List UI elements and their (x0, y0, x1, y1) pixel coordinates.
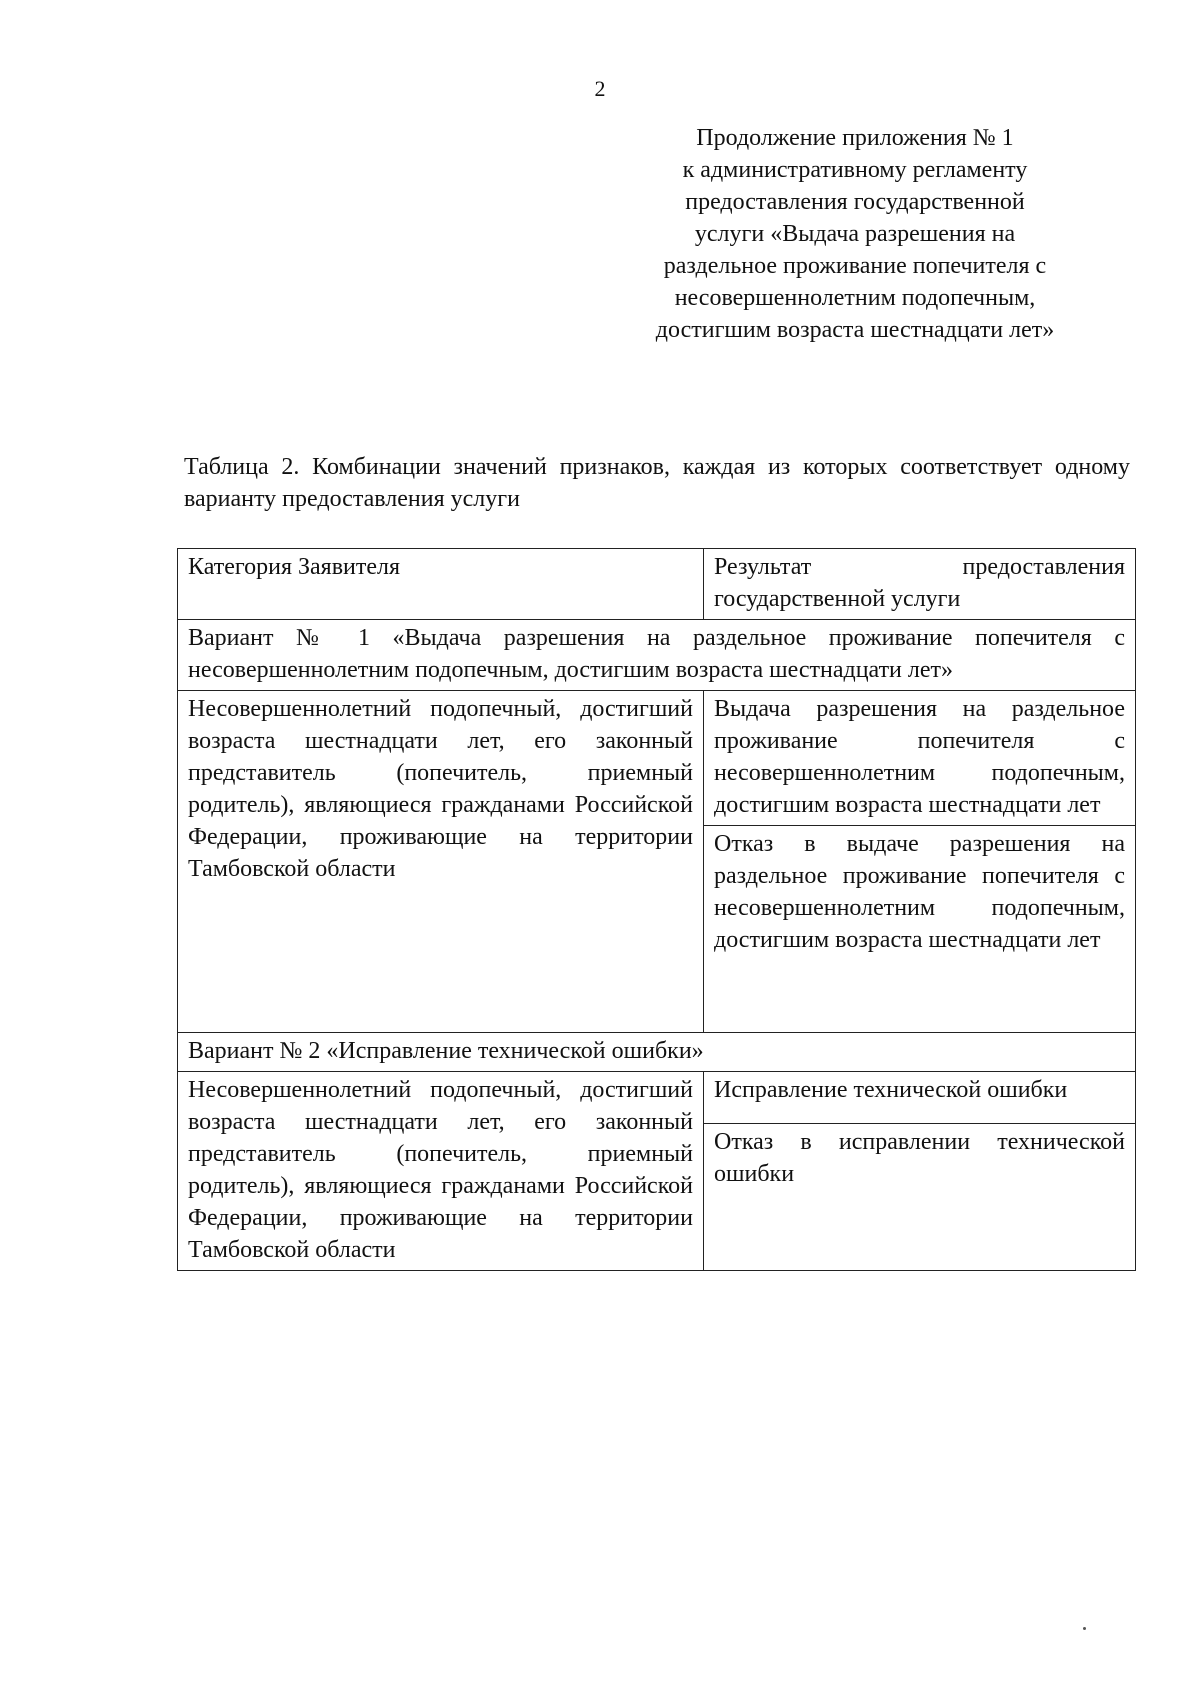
page-number: 2 (594, 76, 606, 101)
appendix-line: достигшим возраста шестнадцати лет» (655, 317, 1055, 343)
appendix-line: к административному регламенту (682, 157, 1028, 183)
variant-2-title-row (178, 1033, 1136, 1072)
variant-2-result-refuse: Отказ в исправлении технической ошибки (704, 1124, 1136, 1271)
appendix-heading (590, 122, 1120, 346)
variant-2-title: Вариант № 2 «Исправление технической ошибки» (178, 1033, 1136, 1072)
variant-1-row (178, 691, 1136, 826)
variants-table (177, 548, 1136, 1271)
appendix-line: услуги «Выдача разрешения на (694, 221, 1016, 247)
appendix-line: предоставления государственной (685, 189, 1025, 215)
table-caption: Таблица 2. Комбинации значений признаков, каждая из которых соответствует одному варианту предоставления услуги (184, 454, 1130, 512)
table-header-row (178, 549, 1136, 620)
appendix-line: раздельное проживание попечителя с (663, 253, 1047, 279)
variant-1-title: Вариант № 1 «Выдача разрешения на раздельное проживание попечителя с несовершеннолетним подопечным, достигшим возраста шестнадцати лет» (178, 620, 1136, 691)
variant-2-result-fix: Исправление технической ошибки (704, 1072, 1136, 1124)
variant-1-result-grant: Выдача разрешения на раздельное проживание попечителя с несовершеннолетним подопечным, достигшим возраста шестнадцати лет (704, 691, 1136, 826)
appendix-line: Продолжение приложения № 1 (696, 125, 1014, 151)
variant-1-result-refuse: Отказ в выдаче разрешения на раздельное проживание попечителя с несовершеннолетним подопечным, достигшим возраста шестнадцати лет (704, 826, 1136, 1033)
variant-1-title-row (178, 620, 1136, 691)
variant-2-row (178, 1072, 1136, 1124)
header-result-cell: Результат предоставления государственной услуги (704, 549, 1136, 620)
header-category-cell: Категория Заявителя (178, 549, 704, 620)
appendix-line: несовершеннолетним подопечным, (674, 285, 1036, 311)
scan-speck (1083, 1627, 1086, 1630)
variant-2-category-cell: Несовершеннолетний подопечный, достигший возраста шестнадцати лет, его законный представитель (попечитель, приемный родитель), являющиеся гражданами Российской Федерации, проживающие на территории Тамбовской области (178, 1072, 704, 1271)
variant-1-category-cell: Несовершеннолетний подопечный, достигший возраста шестнадцати лет, его законный представитель (попечитель, приемный родитель), являющиеся гражданами Российской Федерации, проживающие на территории Тамбовской области (178, 691, 704, 1033)
